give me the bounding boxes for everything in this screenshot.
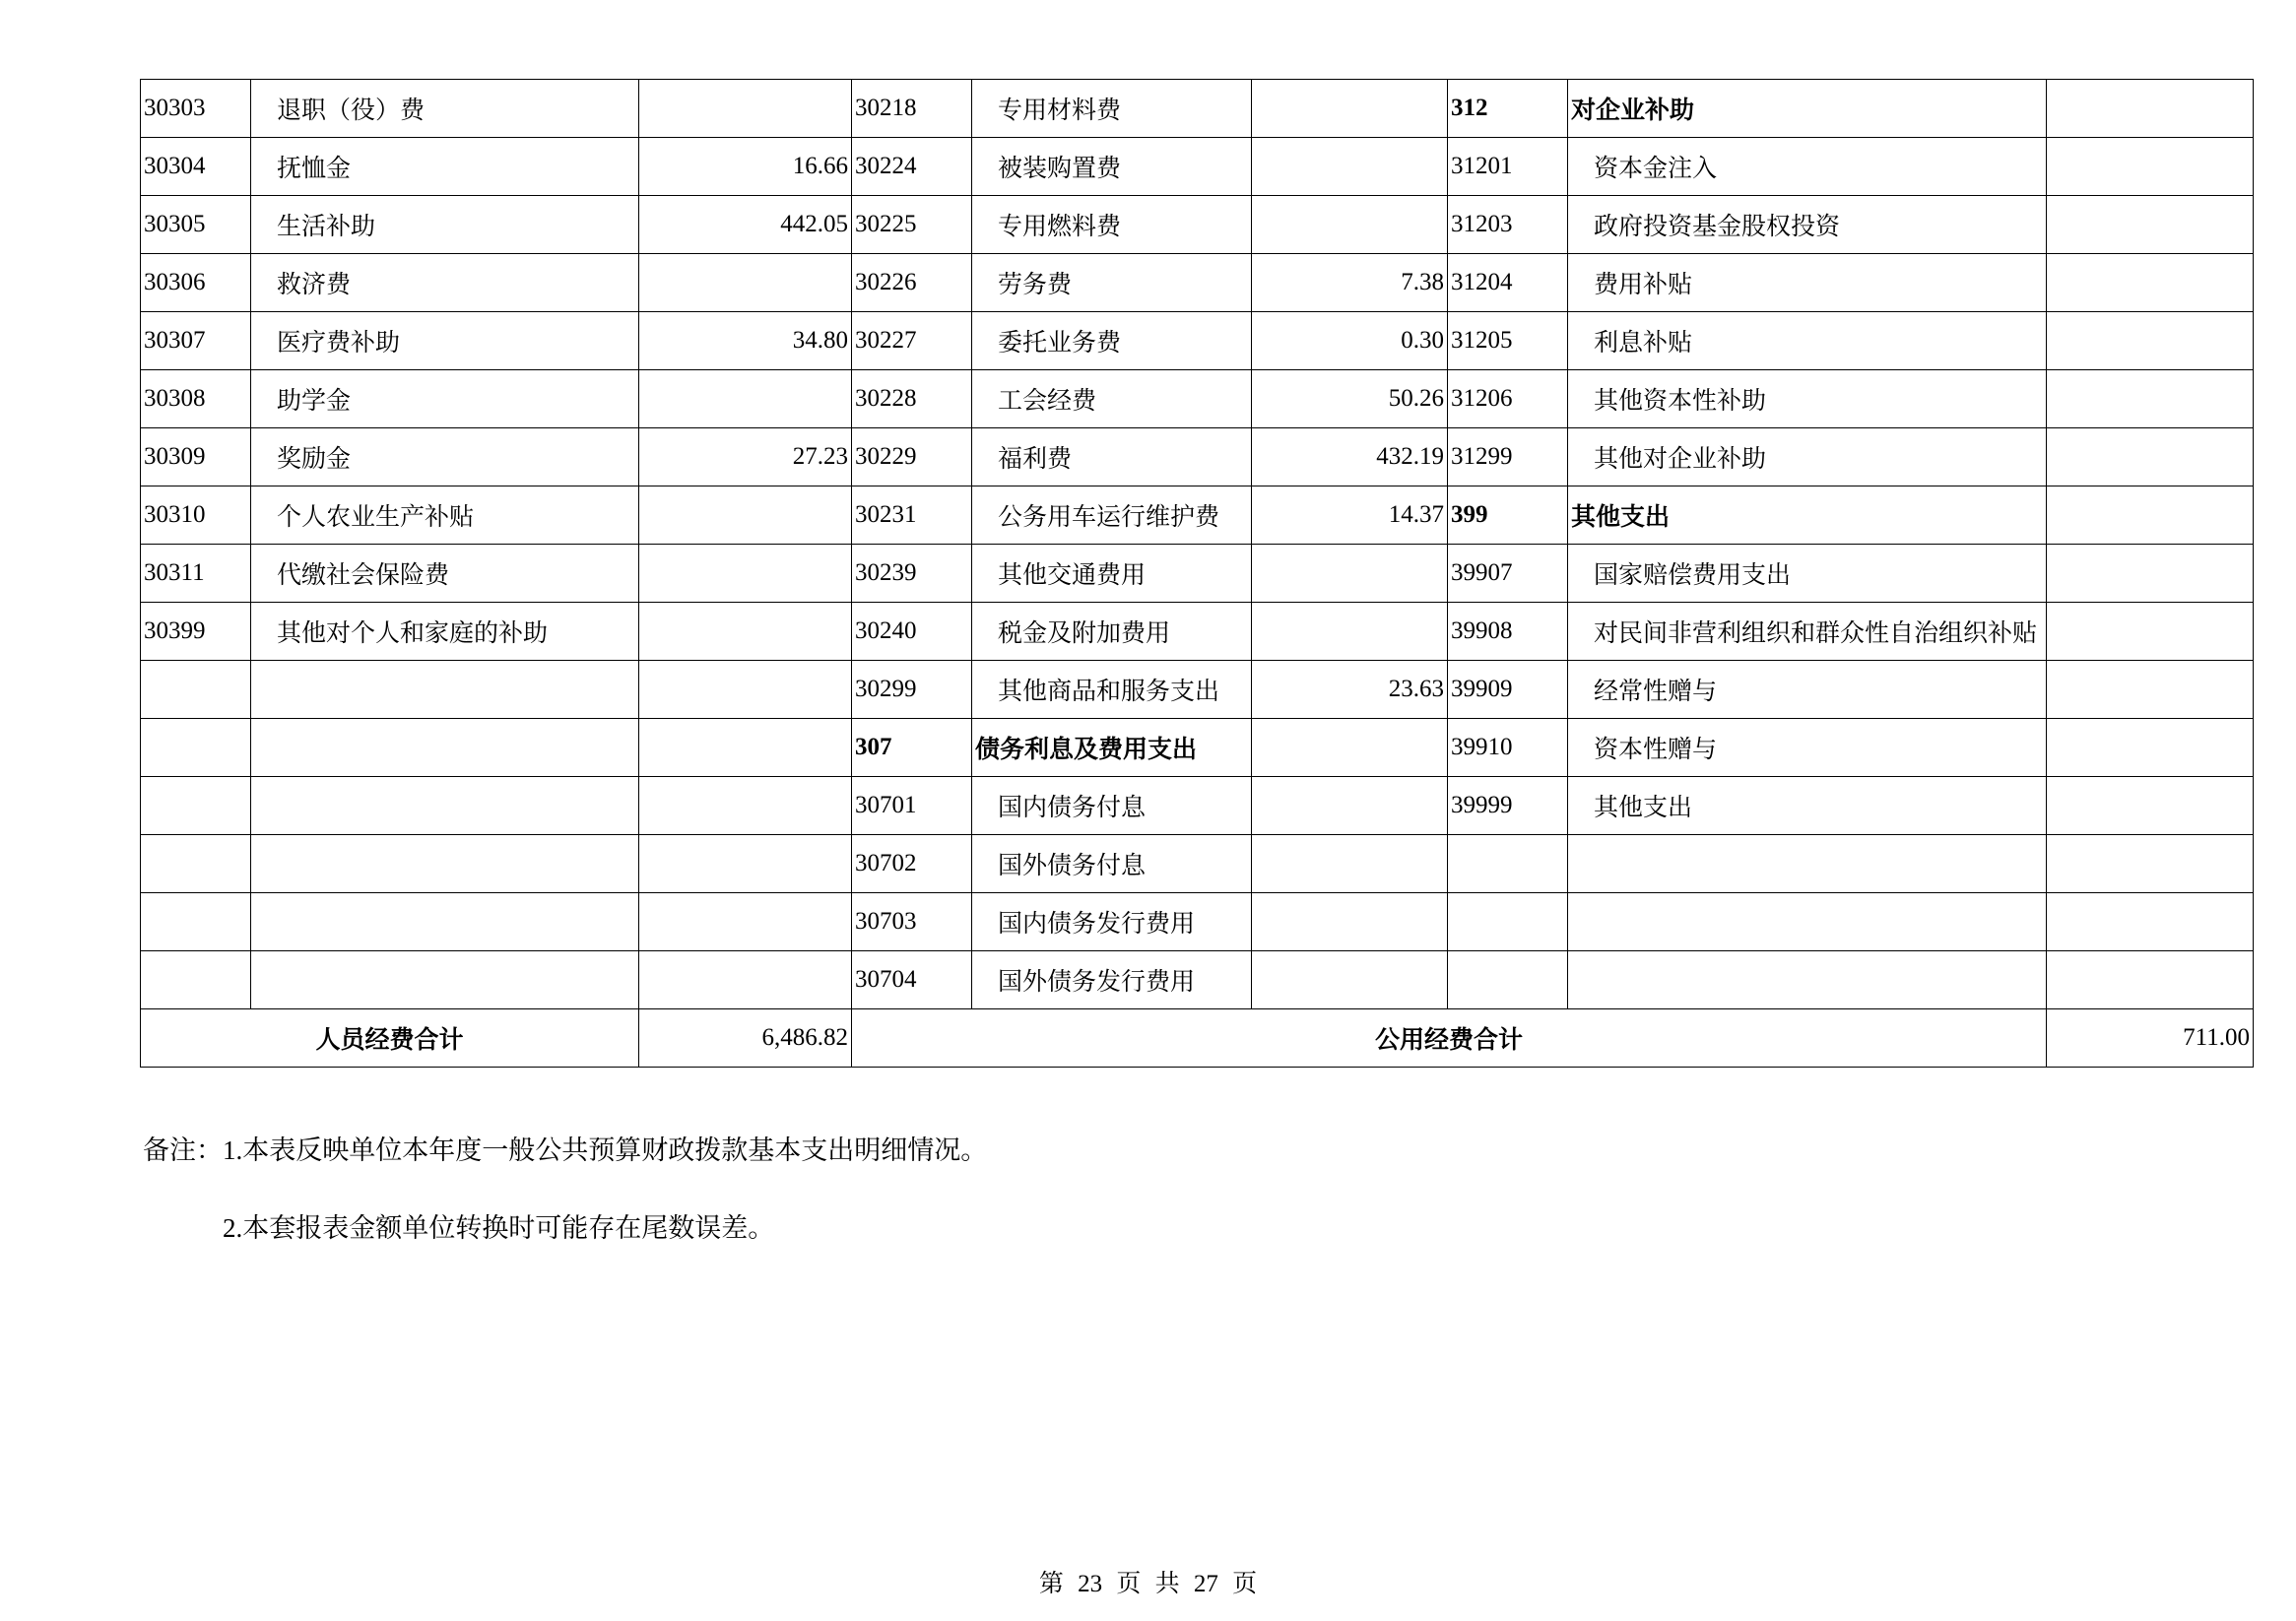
amount-cell <box>2047 196 2254 254</box>
code-cell: 31203 <box>1448 196 1568 254</box>
amount-cell: 23.63 <box>1252 661 1448 719</box>
code-cell: 39908 <box>1448 603 1568 661</box>
name-cell: 助学金 <box>251 370 639 428</box>
name-cell: 其他支出 <box>1568 777 2047 835</box>
amount-cell <box>2047 951 2254 1009</box>
amount-cell <box>1252 719 1448 777</box>
code-cell: 30308 <box>141 370 251 428</box>
name-cell: 其他对个人和家庭的补助 <box>251 603 639 661</box>
amount-cell: 50.26 <box>1252 370 1448 428</box>
personnel-total-value: 6,486.82 <box>639 1009 852 1068</box>
name-cell <box>251 777 639 835</box>
amount-cell <box>1252 603 1448 661</box>
code-cell <box>1448 951 1568 1009</box>
name-cell: 公务用车运行维护费 <box>972 486 1252 545</box>
code-cell: 312 <box>1448 80 1568 138</box>
amount-cell <box>639 370 852 428</box>
amount-cell <box>639 80 852 138</box>
amount-cell: 432.19 <box>1252 428 1448 486</box>
table-row <box>141 893 2254 951</box>
amount-cell <box>1252 777 1448 835</box>
amount-cell <box>1252 80 1448 138</box>
amount-cell <box>1252 196 1448 254</box>
name-cell: 福利费 <box>972 428 1252 486</box>
code-cell: 30227 <box>852 312 972 370</box>
table-row <box>141 486 2254 545</box>
name-cell: 委托业务费 <box>972 312 1252 370</box>
code-cell <box>1448 893 1568 951</box>
name-cell: 国外债务发行费用 <box>972 951 1252 1009</box>
amount-cell <box>2047 661 2254 719</box>
code-cell: 30701 <box>852 777 972 835</box>
amount-cell <box>1252 893 1448 951</box>
public-total-value: 711.00 <box>2047 1009 2254 1068</box>
code-cell: 30307 <box>141 312 251 370</box>
table-row <box>141 196 2254 254</box>
amount-cell <box>2047 893 2254 951</box>
amount-cell <box>1252 545 1448 603</box>
amount-cell <box>2047 603 2254 661</box>
page-number: 第 23 页 共 27 页 <box>1038 1571 1258 1597</box>
amount-cell: 34.80 <box>639 312 852 370</box>
name-cell: 其他资本性补助 <box>1568 370 2047 428</box>
code-cell <box>141 719 251 777</box>
name-cell: 专用燃料费 <box>972 196 1252 254</box>
name-cell: 对企业补助 <box>1568 80 2047 138</box>
amount-cell <box>639 486 852 545</box>
amount-cell <box>2047 428 2254 486</box>
code-cell <box>141 951 251 1009</box>
name-cell: 退职（役）费 <box>251 80 639 138</box>
amount-cell <box>639 951 852 1009</box>
table-row <box>141 138 2254 196</box>
public-total-label: 公用经费合计 <box>852 1009 2047 1068</box>
code-cell: 30702 <box>852 835 972 893</box>
code-cell <box>141 661 251 719</box>
name-cell: 政府投资基金股权投资 <box>1568 196 2047 254</box>
name-cell: 其他支出 <box>1568 486 2047 545</box>
code-cell: 31205 <box>1448 312 1568 370</box>
amount-cell <box>2047 138 2254 196</box>
name-cell <box>251 951 639 1009</box>
amount-cell <box>639 545 852 603</box>
code-cell <box>141 893 251 951</box>
code-cell: 31299 <box>1448 428 1568 486</box>
code-cell: 30231 <box>852 486 972 545</box>
code-cell <box>141 777 251 835</box>
name-cell: 救济费 <box>251 254 639 312</box>
code-cell: 399 <box>1448 486 1568 545</box>
code-cell: 30226 <box>852 254 972 312</box>
name-cell: 对民间非营利组织和群众性自治组织补贴 <box>1568 603 2047 661</box>
amount-cell <box>639 777 852 835</box>
code-cell: 30310 <box>141 486 251 545</box>
code-cell: 30239 <box>852 545 972 603</box>
name-cell: 费用补贴 <box>1568 254 2047 312</box>
code-cell: 31201 <box>1448 138 1568 196</box>
code-cell: 30224 <box>852 138 972 196</box>
table-row <box>141 835 2254 893</box>
name-cell: 代缴社会保险费 <box>251 545 639 603</box>
note-line-2: 2.本套报表金额单位转换时可能存在尾数误差。 <box>223 1213 775 1243</box>
table-row <box>141 312 2254 370</box>
name-cell: 被装购置费 <box>972 138 1252 196</box>
table-row <box>141 428 2254 486</box>
code-cell: 30305 <box>141 196 251 254</box>
name-cell: 资本性赠与 <box>1568 719 2047 777</box>
amount-cell <box>2047 719 2254 777</box>
amount-cell <box>639 603 852 661</box>
table-row <box>141 951 2254 1009</box>
amount-cell <box>1252 835 1448 893</box>
name-cell: 个人农业生产补贴 <box>251 486 639 545</box>
name-cell: 国内债务发行费用 <box>972 893 1252 951</box>
amount-cell <box>2047 254 2254 312</box>
code-cell: 30218 <box>852 80 972 138</box>
amount-cell <box>2047 80 2254 138</box>
name-cell: 资本金注入 <box>1568 138 2047 196</box>
amount-cell <box>1252 138 1448 196</box>
table-body <box>141 80 2254 1009</box>
table-row <box>141 777 2254 835</box>
amount-cell: 27.23 <box>639 428 852 486</box>
code-cell: 30240 <box>852 603 972 661</box>
code-cell: 39910 <box>1448 719 1568 777</box>
code-cell: 30225 <box>852 196 972 254</box>
code-cell: 30306 <box>141 254 251 312</box>
amount-cell: 442.05 <box>639 196 852 254</box>
code-cell: 30229 <box>852 428 972 486</box>
budget-detail-table <box>140 79 2254 1068</box>
table-row <box>141 370 2254 428</box>
amount-cell <box>639 254 852 312</box>
name-cell <box>251 661 639 719</box>
code-cell: 30311 <box>141 545 251 603</box>
table-row <box>141 254 2254 312</box>
amount-cell <box>2047 545 2254 603</box>
table-row <box>141 719 2254 777</box>
code-cell: 31204 <box>1448 254 1568 312</box>
name-cell: 专用材料费 <box>972 80 1252 138</box>
amount-cell: 7.38 <box>1252 254 1448 312</box>
name-cell: 利息补贴 <box>1568 312 2047 370</box>
name-cell: 工会经费 <box>972 370 1252 428</box>
code-cell: 30228 <box>852 370 972 428</box>
amount-cell <box>639 661 852 719</box>
name-cell: 国外债务付息 <box>972 835 1252 893</box>
name-cell: 其他交通费用 <box>972 545 1252 603</box>
name-cell: 抚恤金 <box>251 138 639 196</box>
amount-cell: 16.66 <box>639 138 852 196</box>
name-cell <box>1568 951 2047 1009</box>
amount-cell <box>2047 312 2254 370</box>
amount-cell: 0.30 <box>1252 312 1448 370</box>
code-cell: 30703 <box>852 893 972 951</box>
code-cell <box>1448 835 1568 893</box>
name-cell: 医疗费补助 <box>251 312 639 370</box>
amount-cell <box>2047 486 2254 545</box>
personnel-total-label: 人员经费合计 <box>141 1009 639 1068</box>
code-cell: 39999 <box>1448 777 1568 835</box>
code-cell: 39909 <box>1448 661 1568 719</box>
table-row <box>141 661 2254 719</box>
name-cell: 奖励金 <box>251 428 639 486</box>
name-cell <box>251 893 639 951</box>
name-cell: 国家赔偿费用支出 <box>1568 545 2047 603</box>
amount-cell <box>2047 370 2254 428</box>
amount-cell <box>1252 951 1448 1009</box>
amount-cell <box>639 719 852 777</box>
table-row <box>141 80 2254 138</box>
name-cell: 经常性赠与 <box>1568 661 2047 719</box>
name-cell: 劳务费 <box>972 254 1252 312</box>
code-cell: 30303 <box>141 80 251 138</box>
name-cell <box>251 835 639 893</box>
code-cell: 30299 <box>852 661 972 719</box>
amount-cell <box>2047 777 2254 835</box>
amount-cell <box>639 893 852 951</box>
name-cell <box>251 719 639 777</box>
name-cell <box>1568 835 2047 893</box>
name-cell: 其他对企业补助 <box>1568 428 2047 486</box>
name-cell <box>1568 893 2047 951</box>
code-cell: 307 <box>852 719 972 777</box>
code-cell: 39907 <box>1448 545 1568 603</box>
amount-cell <box>2047 835 2254 893</box>
name-cell: 国内债务付息 <box>972 777 1252 835</box>
name-cell: 债务利息及费用支出 <box>972 719 1252 777</box>
name-cell: 其他商品和服务支出 <box>972 661 1252 719</box>
note-line-1: 备注：1.本表反映单位本年度一般公共预算财政拨款基本支出明细情况。 <box>143 1135 988 1165</box>
code-cell <box>141 835 251 893</box>
amount-cell <box>639 835 852 893</box>
table-row <box>141 603 2254 661</box>
code-cell: 30399 <box>141 603 251 661</box>
amount-cell: 14.37 <box>1252 486 1448 545</box>
code-cell: 30704 <box>852 951 972 1009</box>
name-cell: 生活补助 <box>251 196 639 254</box>
code-cell: 31206 <box>1448 370 1568 428</box>
name-cell: 税金及附加费用 <box>972 603 1252 661</box>
code-cell: 30309 <box>141 428 251 486</box>
code-cell: 30304 <box>141 138 251 196</box>
table-row <box>141 545 2254 603</box>
total-row <box>141 1009 2254 1068</box>
